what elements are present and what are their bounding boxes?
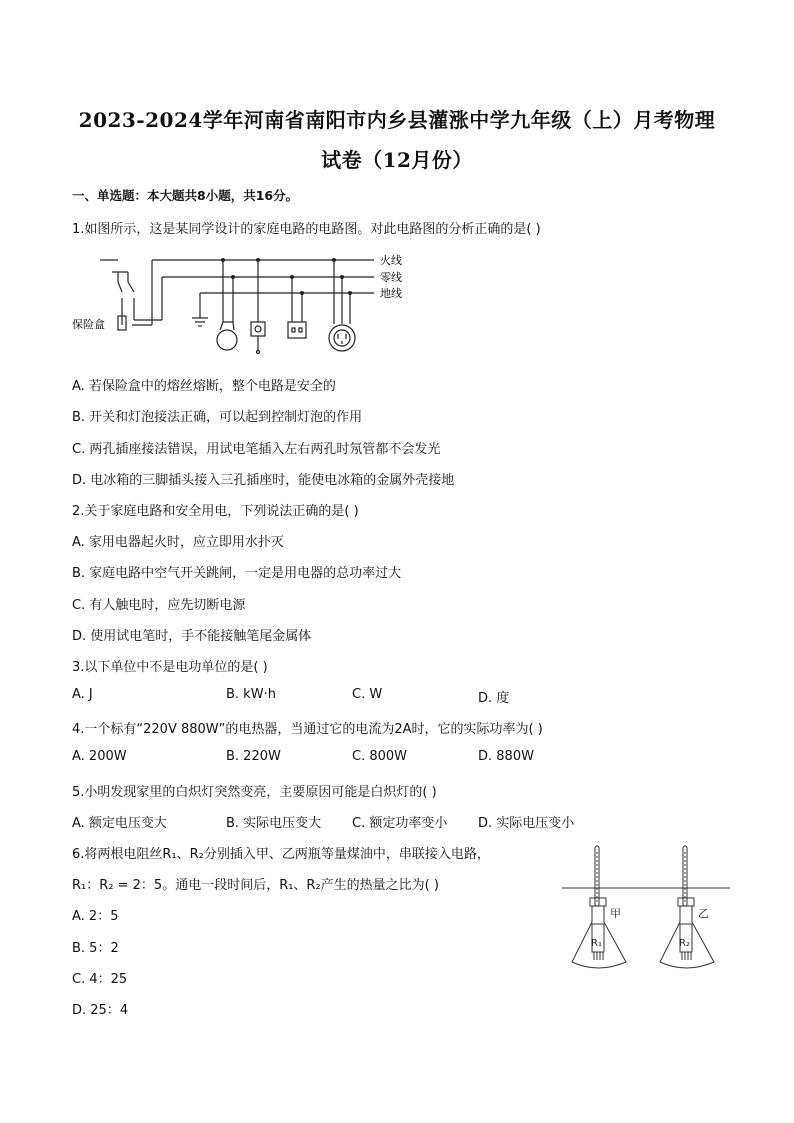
q4-option-c: C. 800W — [352, 749, 408, 764]
q6-stem-line2: R₁：R₂ = 2：5。通电一段时间后，R₁、R₂产生的热量之比为( ) — [72, 878, 439, 893]
q6-stem-line1: 6.将两根电阻丝R₁、R₂分别插入甲、乙两瓶等量煤油中，串联接入电路， — [72, 847, 490, 862]
resistor-r1-label: R₁ — [591, 938, 602, 949]
flask-yi-label: 乙 — [698, 907, 709, 920]
q1-option-d: D. 电冰箱的三脚插头接入三孔插座时，能使电冰箱的金属外壳接地 — [72, 473, 455, 488]
q1-option-c: C. 两孔插座接法错误，用试电笔插入左右两孔时氖管都不会发光 — [72, 442, 441, 457]
fuse-box-label: 保险盒 — [72, 318, 105, 331]
q5-stem: 5.小明发现家里的白炽灯突然变亮，主要原因可能是白炽灯的( ) — [72, 785, 437, 800]
household-circuit-diagram — [66, 248, 416, 360]
q5-option-a: A. 额定电压变大 — [72, 816, 167, 831]
q1-option-a: A. 若保险盒中的熔丝熔断，整个电路是安全的 — [72, 379, 336, 394]
q4-option-a: A. 200W — [72, 749, 127, 764]
page-title-line2: 试卷（12月份） — [321, 148, 473, 172]
q2-option-d: D. 使用试电笔时，手不能接触笔尾金属体 — [72, 629, 312, 644]
resistor-r2-label: R₂ — [679, 938, 690, 949]
q3-stem: 3.以下单位中不是电功单位的是( ) — [72, 660, 268, 675]
q5-option-c: C. 额定功率变小 — [352, 816, 448, 831]
q5-option-d: D. 实际电压变小 — [478, 816, 575, 831]
q6-option-c: C. 4：25 — [72, 972, 128, 987]
ground-wire-label: 地线 — [380, 287, 402, 300]
section-heading: 一、单选题：本大题共8小题，共16分。 — [72, 188, 299, 203]
live-wire-label: 火线 — [380, 254, 402, 267]
q1-stem: 1.如图所示，这是某同学设计的家庭电路的电路图。对此电路图的分析正确的是( ) — [72, 222, 541, 237]
q2-stem: 2.关于家庭电路和安全用电，下列说法正确的是( ) — [72, 504, 359, 519]
q5-option-b: B. 实际电压变大 — [226, 816, 322, 831]
flask-jia-label: 甲 — [610, 907, 621, 920]
q4-option-d: D. 880W — [478, 749, 534, 764]
q2-option-b: B. 家庭电路中空气开关跳闸，一定是用电器的总功率过大 — [72, 566, 402, 581]
page-title-line1: 2023-2024学年河南省南阳市内乡县灌涨中学九年级（上）月考物理 — [78, 108, 716, 132]
q6-option-b: B. 5：2 — [72, 941, 119, 956]
q2-option-c: C. 有人触电时，应先切断电源 — [72, 598, 246, 613]
q6-option-d: D. 25：4 — [72, 1003, 129, 1018]
q3-option-c: C. W — [352, 687, 383, 702]
neutral-wire-label: 零线 — [380, 271, 402, 284]
q3-option-b: B. kW·h — [226, 687, 276, 702]
q1-option-b: B. 开关和灯泡接法正确，可以起到控制灯泡的作用 — [72, 410, 363, 425]
q6-option-a: A. 2：5 — [72, 909, 119, 924]
q3-option-a: A. J — [72, 687, 93, 702]
q4-option-b: B. 220W — [226, 749, 281, 764]
q2-option-a: A. 家用电器起火时，应立即用水扑灭 — [72, 535, 284, 550]
q4-stem: 4.一个标有“220V 880W”的电热器，当通过它的电流为2A时，它的实际功率为( ) — [72, 722, 543, 737]
flask-experiment-diagram — [562, 842, 732, 974]
q3-option-d: D. 度 — [478, 691, 510, 706]
